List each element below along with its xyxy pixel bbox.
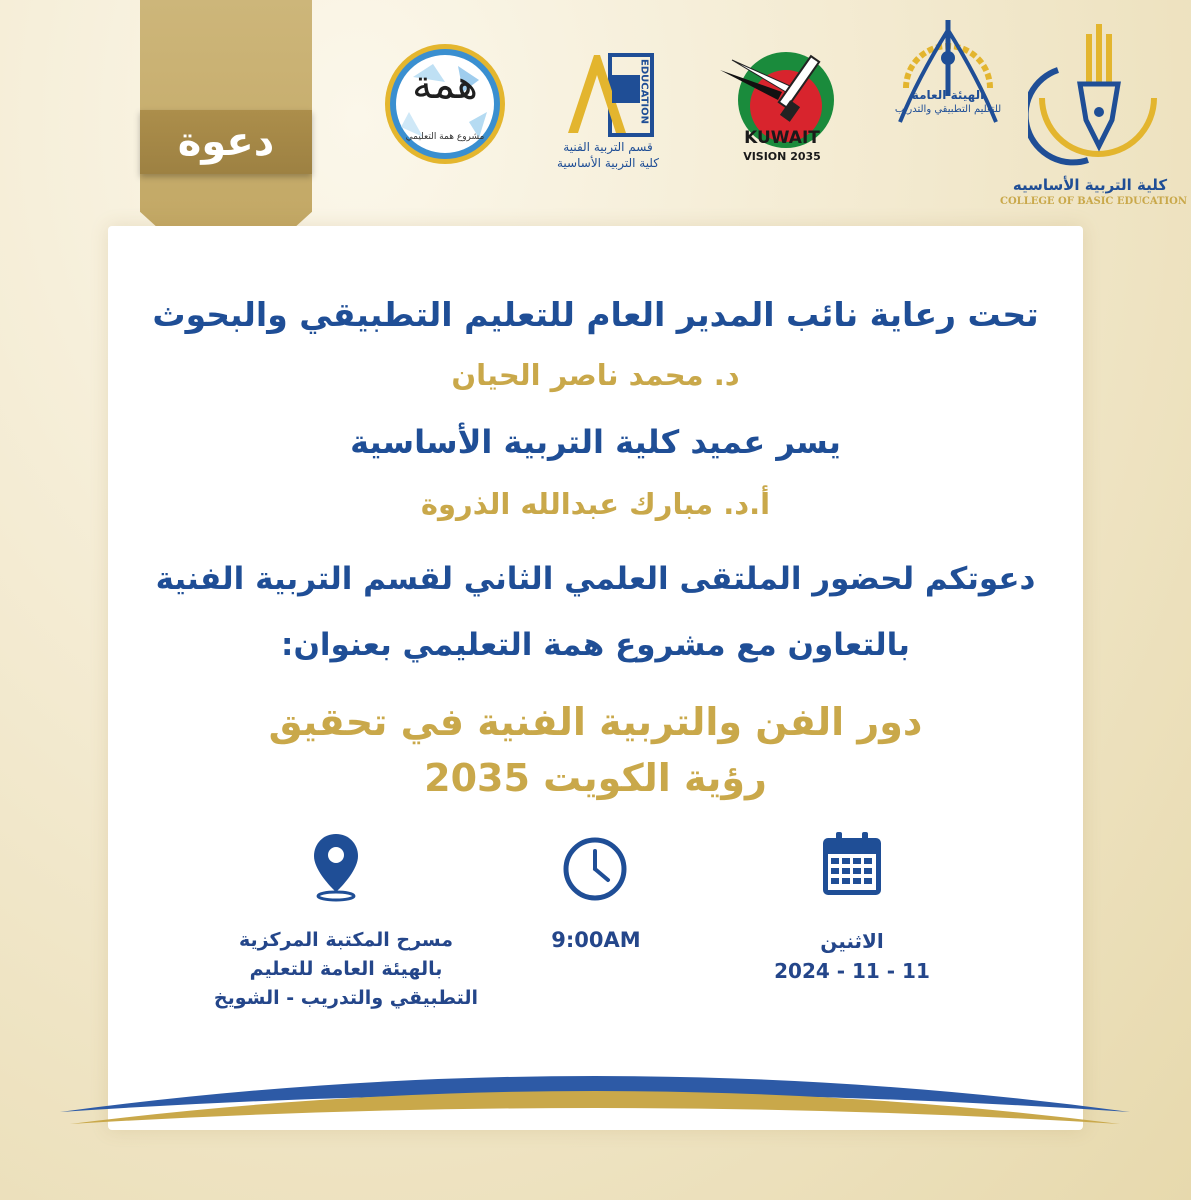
college-logo-english: COLLEGE OF BASIC EDUCATION — [1000, 196, 1187, 207]
time-value: 9:00AM — [551, 928, 641, 952]
calendar-icon — [820, 830, 884, 902]
paaet-line1: الهيئة العامة — [911, 88, 985, 102]
college-logo — [1028, 20, 1168, 175]
art-logo-line2: كلية التربية الأساسية — [557, 156, 659, 170]
clock-icon — [562, 836, 628, 906]
invite-line-1: دعوتكم لحضور الملتقى العلمي الثاني لقسم التربية الفنية — [155, 561, 1036, 597]
paaet-line2: للتعليم التطبيقي والتدريب — [894, 104, 1002, 115]
college-logo-arabic: كلية التربية الأساسيه — [1012, 176, 1168, 194]
event-title-line-1: دور الفن والتربية الفنية في تحقيق — [268, 700, 923, 744]
himma-logo-text: همة — [412, 62, 478, 108]
bottom-swoosh-decoration — [0, 1000, 1191, 1200]
date-value: 2024 - 11 - 11 — [774, 959, 930, 983]
himma-logo-caption: مشروع همة التعليمي — [405, 132, 485, 142]
art-logo-line1: قسم التربية الفنية — [563, 140, 653, 154]
invite-line-2: بالتعاون مع مشروع همة التعليمي بعنوان: — [281, 627, 910, 663]
dean-line: يسر عميد كلية التربية الأساسية — [350, 423, 841, 461]
art-logo-vertical: EDUCATION — [638, 59, 650, 124]
kuwait-vision-line1: KUWAIT — [744, 128, 820, 148]
patron-name: د. محمد ناصر الحيان — [451, 358, 740, 392]
location-line-2: بالهيئة العامة للتعليم — [249, 958, 443, 980]
patron-line: تحت رعاية نائب المدير العام للتعليم التطبيقي والبحوث — [152, 295, 1039, 334]
kuwait-vision-line2: VISION 2035 — [743, 150, 821, 163]
map-pin-icon — [312, 832, 360, 906]
location-line-1: مسرح المكتبة المركزية — [238, 929, 454, 951]
date-day: الاثنين — [820, 929, 884, 953]
badge-label: دعوة — [140, 110, 312, 174]
date-text — [752, 926, 952, 986]
event-title-line-2: رؤية الكويت 2035 — [424, 756, 767, 800]
paaet-logo — [888, 18, 1008, 133]
dean-name: أ.د. مبارك عبدالله الذروة — [420, 487, 771, 521]
location-line-3: التطبيقي والتدريب - الشويخ — [213, 987, 479, 1009]
